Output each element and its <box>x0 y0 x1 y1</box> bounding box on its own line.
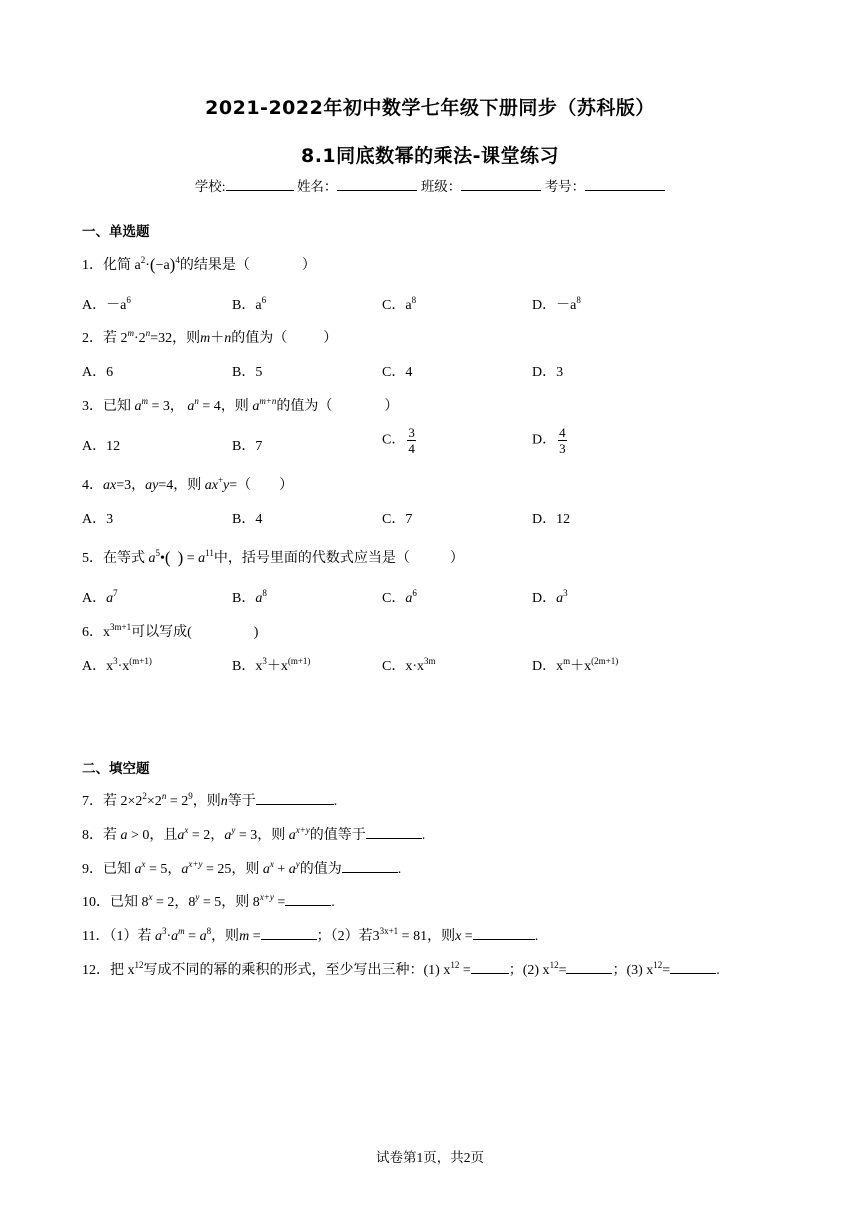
q1-expression: $a^2\cdot(-a)^4$ <box>134 255 180 274</box>
q6-option-a[interactable]: A．$x^3\cdot x^{(m+1)}$ <box>82 656 152 674</box>
q9-answer-blank[interactable] <box>342 858 398 873</box>
q2-option-c[interactable]: C．4 <box>382 365 413 380</box>
q5-option-d[interactable]: D．$a^3$ <box>532 588 568 606</box>
class-field[interactable] <box>461 176 541 191</box>
question-4: 4．ax=3，ay=4，则 ax+y=（ ） <box>82 475 294 493</box>
q4-option-b[interactable]: B．4 <box>232 512 263 527</box>
q2-expression: $2^m\cdot 2^n=32$ <box>120 328 173 346</box>
q3-option-a[interactable]: A．12 <box>82 439 121 454</box>
q2-option-d[interactable]: D．3 <box>532 365 564 380</box>
q12-answer-blank-2[interactable] <box>566 959 612 974</box>
class-label: 班级： <box>420 179 462 194</box>
page-footer: 试卷第1页，共2页 <box>376 1150 484 1165</box>
question-10: 10．已知 $8^x = 2$，$8^y = 5$，则 $8^{x+y}$ = . <box>82 892 335 910</box>
school-field[interactable] <box>226 176 294 191</box>
q5-option-a[interactable]: A．$a^7$ <box>82 588 118 606</box>
name-field[interactable] <box>337 176 417 191</box>
question-12: 12．把 $x^{12}$写成不同的幂的乘积的形式，至少写出三种：(1) $x^{12}$ = ；(2) $x^{12}=$ ；(3) $x^{12}=$ . <box>82 960 720 978</box>
q3-option-d[interactable]: D． $\frac{4}{3}$ <box>532 425 566 456</box>
q11-answer-blank-1[interactable] <box>261 925 317 940</box>
exam-number-label: 考号： <box>544 179 586 194</box>
q5-option-c[interactable]: C．$a^6$ <box>382 588 417 606</box>
q6-option-c[interactable]: C．$x\cdot x^{3m}$ <box>382 656 436 674</box>
q4-option-d[interactable]: D．12 <box>532 512 571 527</box>
q11-answer-blank-2[interactable] <box>473 925 535 940</box>
q12-answer-blank-1[interactable] <box>471 959 509 974</box>
q1-option-d[interactable]: D．$-a^8$ <box>532 295 581 313</box>
q7-answer-blank[interactable] <box>256 790 334 805</box>
question-11: 11．（1）若 $a^3\cdot a^m = a^8$，则m = ；（2）若$3^{3x+1} = 81$，则x = . <box>82 926 539 944</box>
section-heading-single-choice: 一、单选题 <box>82 224 150 240</box>
q1-option-b[interactable]: B．$a^6$ <box>232 295 267 313</box>
question-2: 2．若 $2^m\cdot 2^n=32$，则m＋n的值为（ ） <box>82 328 338 346</box>
q3-option-b[interactable]: B．7 <box>232 439 263 454</box>
question-1: 1．化简 $a^2\cdot(-a)^4$的结果是（ ） <box>82 255 316 274</box>
fraction: $\frac{4}{3}$ <box>559 425 566 456</box>
q4-option-c[interactable]: C．7 <box>382 512 413 527</box>
student-info-row <box>0 175 860 195</box>
q1-option-c[interactable]: C．$a^8$ <box>382 295 417 313</box>
name-label: 姓名： <box>296 179 338 194</box>
section-heading-fill-blank: 二、填空题 <box>82 761 150 777</box>
q6-option-b[interactable]: B．$x^3+x^{(m+1)}$ <box>232 656 311 674</box>
question-8: 8．若 a > 0，且$a^x = 2$，$a^y = 3$，则 $a^{x+y}$的值等于 . <box>82 825 426 843</box>
fraction: $\frac{3}{4}$ <box>408 425 415 456</box>
question-3: 3．已知 $a^m = 3$， $a^n = 4$，则 $a^{m+n}$的值为（ ） <box>82 396 399 414</box>
page-title: 2021-2022年初中数学七年级下册同步（苏科版） <box>205 97 655 119</box>
question-5: 5．在等式 $a^5•$( ) = $a^{11}$中，括号里面的代数式应当是（ ） <box>82 548 464 567</box>
q2-option-a[interactable]: A．6 <box>82 365 114 380</box>
question-7: 7．若 $2\times 2^2\times 2^n = 2^9$，则n等于 . <box>82 791 338 809</box>
question-6: 6．$x^{3m+1}$可以写成( ) <box>82 622 259 640</box>
q10-answer-blank[interactable] <box>285 891 331 906</box>
q5-option-b[interactable]: B．$a^8$ <box>232 588 267 606</box>
q3-option-c[interactable]: C． $\frac{3}{4}$ <box>382 425 415 456</box>
school-label: 学校: <box>194 179 226 194</box>
q12-answer-blank-3[interactable] <box>670 959 716 974</box>
q6-option-d[interactable]: D．$x^m+x^{(2m+1)}$ <box>532 656 619 674</box>
q1-option-a[interactable]: A．$-a^6$ <box>82 295 131 313</box>
q4-option-a[interactable]: A．3 <box>82 512 114 527</box>
page-subtitle: 8.1同底数幂的乘法-课堂练习 <box>300 145 560 167</box>
q8-answer-blank[interactable] <box>366 824 422 839</box>
exam-number-field[interactable] <box>585 176 665 191</box>
q2-option-b[interactable]: B．5 <box>232 365 263 380</box>
question-9: 9．已知 $a^x = 5$，$a^{x+y} = 25$，则 $a^x + a^y$的值为 . <box>82 859 402 877</box>
